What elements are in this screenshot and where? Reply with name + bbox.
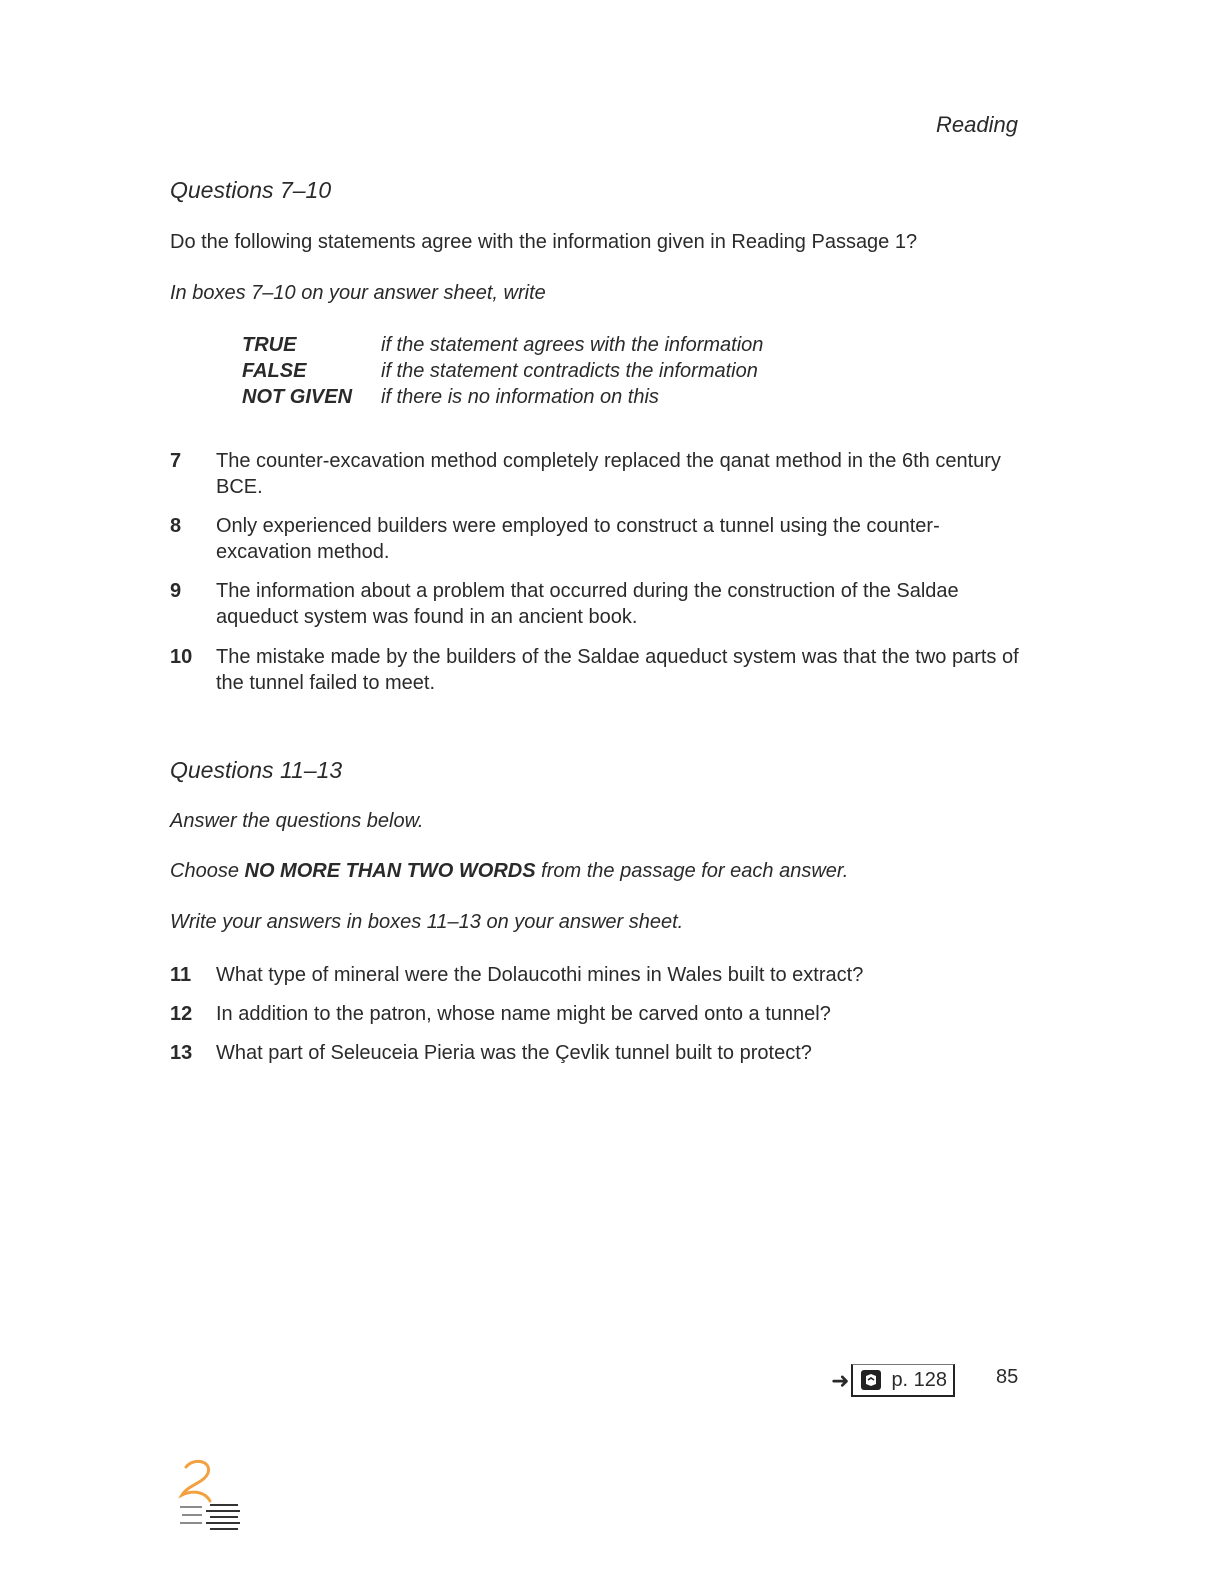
choose-prefix: Choose (170, 860, 239, 882)
answer-legend (242, 332, 763, 410)
part1-boxes-instruction: In boxes 7–10 on your answer sheet, write (170, 282, 546, 304)
question-item (170, 1040, 1030, 1066)
legend-row-not-given (242, 384, 763, 410)
legend-term: FALSE (242, 360, 307, 382)
legend-definition: if there is no information on this (381, 386, 659, 408)
arrow-right-icon: ➜ (831, 1367, 850, 1393)
question-item (170, 513, 1030, 565)
choose-suffix: from the passage for each answer. (541, 860, 849, 882)
question-text: What part of Seleuceia Pieria was the Çevlik tunnel built to protect? (216, 1042, 812, 1064)
question-number: 7 (170, 450, 182, 472)
question-text: The information about a problem that occurred during the construction of the Saldae aqueduct system was found in an ancient book. (216, 580, 959, 628)
question-number: 11 (170, 964, 192, 986)
legend-row-false (242, 358, 763, 384)
question-text: In addition to the patron, whose name might be carved onto a tunnel? (216, 1003, 831, 1025)
legend-term: TRUE (242, 334, 297, 356)
legend-definition: if the statement contradicts the information (381, 360, 758, 382)
question-number: 8 (170, 515, 182, 537)
question-item (170, 1001, 1030, 1027)
legend-row-true (242, 332, 763, 358)
reference-box[interactable] (851, 1364, 955, 1397)
question-text: The mistake made by the builders of the Saldae aqueduct system was that the two parts of the tunnel failed to meet. (216, 646, 1019, 694)
publisher-logo-icon (172, 1455, 252, 1545)
question-text: What type of mineral were the Dolaucothi mines in Wales built to extract? (216, 964, 864, 986)
question-number: 9 (170, 580, 182, 602)
word-limit-emphasis: NO MORE THAN TWO WORDS (244, 860, 536, 882)
answer-key-reference[interactable] (831, 1364, 955, 1397)
legend-definition: if the statement agrees with the information (381, 334, 764, 356)
question-text: Only experienced builders were employed to construct a tunnel using the counter-excavation method. (216, 515, 940, 563)
part2-instruction: Answer the questions below. (170, 810, 424, 832)
questions-7-10-title: Questions 7–10 (170, 177, 332, 203)
legend-term: NOT GIVEN (242, 386, 353, 408)
question-number: 13 (170, 1042, 193, 1064)
question-item (170, 644, 1030, 696)
question-text: The counter-excavation method completely replaced the qanat method in the 6th century BCE. (216, 450, 1001, 498)
part2-write-instruction: Write your answers in boxes 11–13 on your answer sheet. (170, 911, 684, 933)
section-header: Reading (936, 112, 1018, 137)
question-item (170, 448, 1030, 500)
question-number: 12 (170, 1003, 193, 1025)
part2-word-limit (170, 860, 848, 883)
question-item (170, 962, 1030, 988)
answer-key-icon (861, 1370, 881, 1390)
page-number: 85 (996, 1366, 1019, 1388)
reference-page: p. 128 (891, 1368, 948, 1391)
question-item (170, 578, 1030, 630)
questions-11-13-title: Questions 11–13 (170, 757, 343, 783)
question-number: 10 (170, 646, 193, 668)
part1-instruction: Do the following statements agree with the information given in Reading Passage 1? (170, 231, 918, 253)
